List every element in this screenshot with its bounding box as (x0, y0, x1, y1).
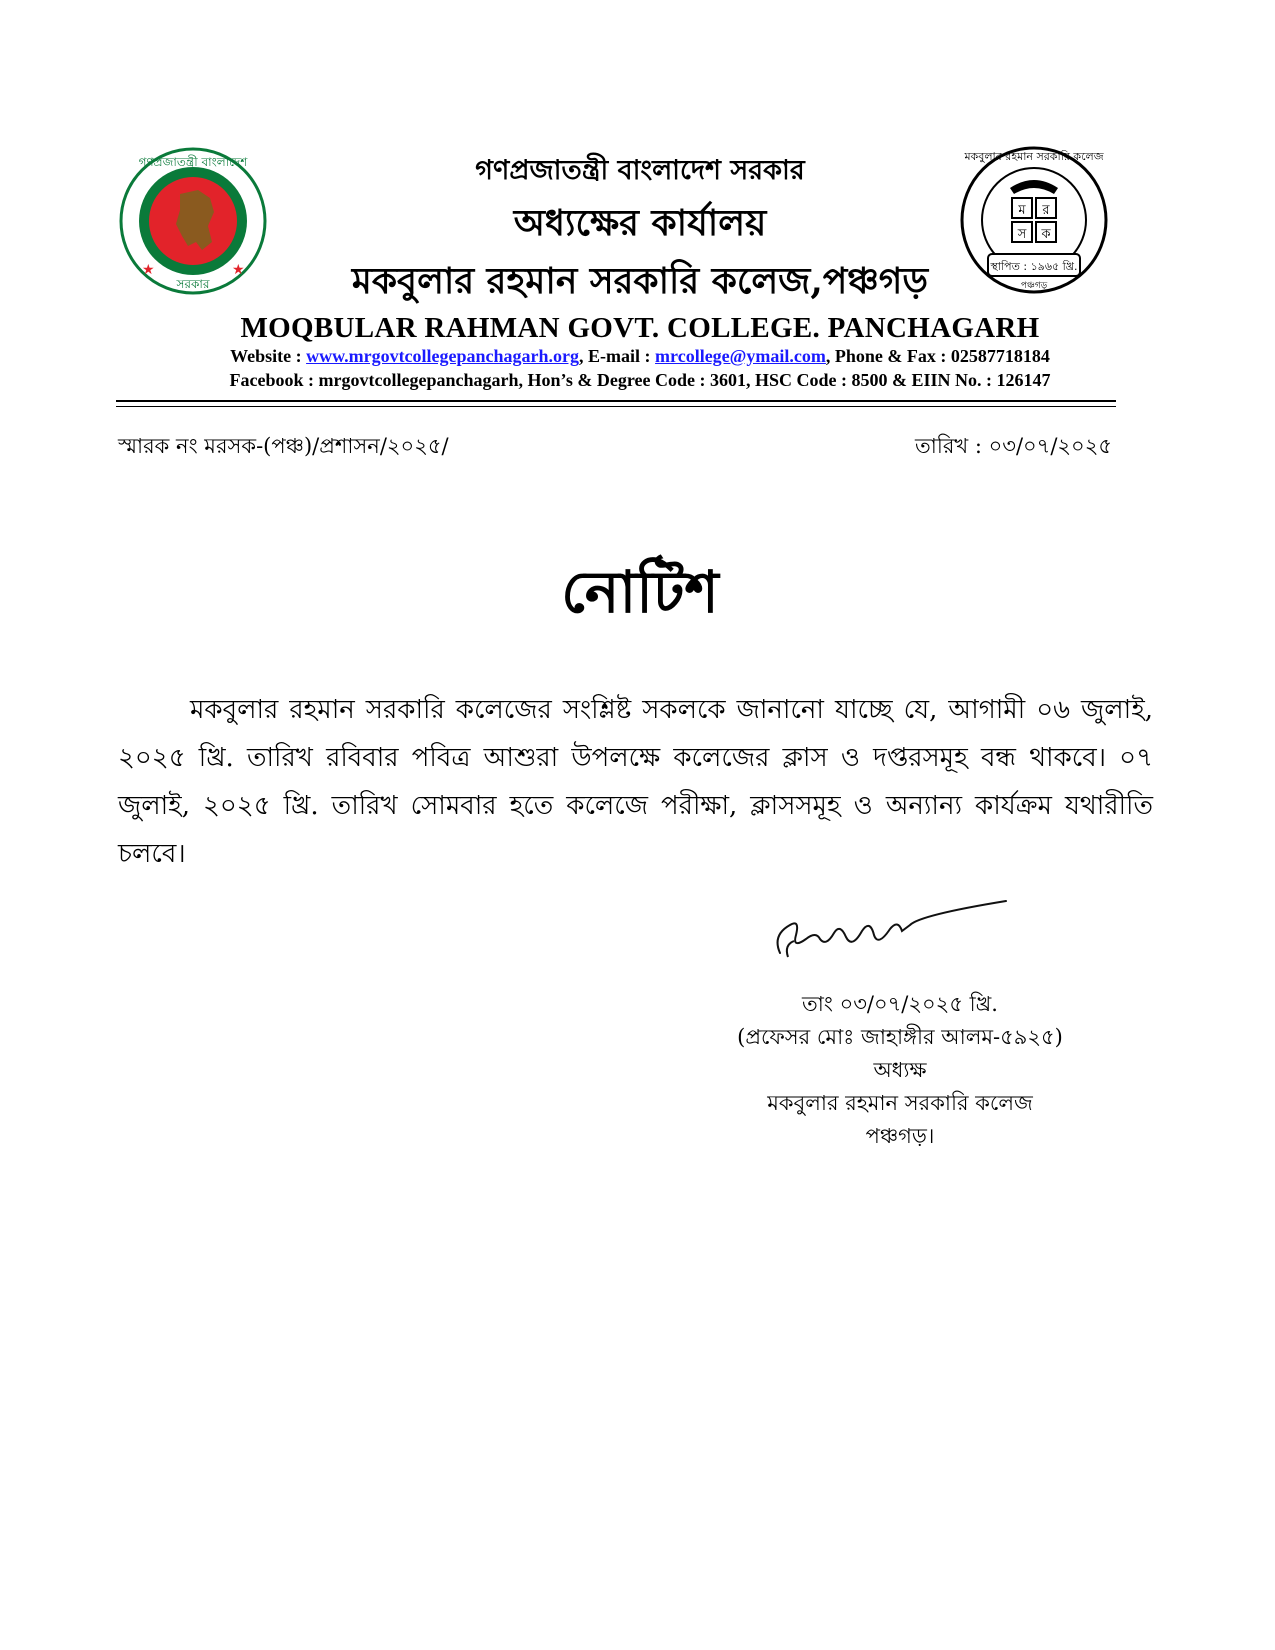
notice-body: মকবুলার রহমান সরকারি কলেজের সংশ্লিষ্ট সকলকে জানানো যাচ্ছে যে, আগামী ০৬ জুলাই, ২০২৫ খ্রি. তারিখ রবিবার পবিত্র আশুরা উপলক্ষে কলেজের ক্লাস ও দপ্তরসমূহ বন্ধ থাকবে। ০৭ জুলাই, ২০২৫ খ্রি. তারিখ সোমবার হতে কলেজে পরীক্ষা, ক্লাসসমূহ ও অন্যান্য কার্যক্রম যথারীতি চলবে। (118, 695, 1153, 869)
notice-heading: নোটিশ (561, 558, 719, 626)
signature-block (690, 988, 1110, 1153)
gov-logo-text-top: গণপ্রজাতন্ত্রী বাংলাদেশ (138, 155, 248, 169)
website-label: Website : (230, 346, 307, 366)
signatory-place: পঞ্চগড়। (865, 1124, 935, 1148)
gov-logo-text-bottom: সরকার (176, 277, 210, 291)
memo-number: স্মারক নং মরসক-(পঞ্চ)/প্রশাসন/২০২৫/ (118, 434, 449, 458)
college-name-english: MOQBULAR RAHMAN GOVT. COLLEGE. PANCHAGARH (240, 312, 1040, 344)
star-icon: ★ (232, 262, 245, 278)
college-name-bangla: মকবুলার রহমান সরকারি কলেজ,পঞ্চগড় (351, 260, 929, 302)
header-divider (116, 400, 1116, 402)
government-seal-logo (118, 146, 268, 296)
college-logo-text-top: মকবুলার রহমান সরকারি কলেজ (964, 150, 1104, 163)
college-logo-letter: র (1042, 203, 1050, 218)
signature-date: তাং ০৩/০৭/২০২৫ খ্রি. (802, 992, 998, 1016)
contact-line (120, 346, 1160, 367)
office-title: অধ্যক্ষের কার্যালয় (513, 202, 767, 244)
college-logo-letter: ম (1018, 203, 1026, 218)
signatory-designation: অধ্যক্ষ (873, 1058, 927, 1082)
college-logo-letter: স (1017, 227, 1027, 242)
codes-line: Facebook : mrgovtcollegepanchagarh, Hon’s & Degree Code : 3601, HSC Code : 8500 & EIIN No. : 126147 (229, 370, 1051, 390)
phone-fax: , Phone & Fax : 02587718184 (825, 346, 1050, 366)
college-logo-letter: ক (1041, 227, 1051, 242)
notice-date: তারিখ : ০৩/০৭/২০২৫ (915, 434, 1112, 458)
email-link[interactable]: mrcollege@ymail.com (655, 346, 826, 366)
signatory-institution: মকবুলার রহমান সরকারি কলেজ (767, 1091, 1033, 1115)
handwritten-signature (770, 895, 1010, 965)
website-link[interactable]: www.mrgovtcollegepanchagarh.org (306, 346, 580, 366)
college-logo-text-place: পঞ্চগড় (1020, 281, 1048, 291)
signatory-name: (প্রফেসর মোঃ জাহাঙ্গীর আলম-৫৯২৫) (737, 1025, 1063, 1049)
college-logo-text-bottom: স্থাপিত : ১৯৬৫ খ্রি. (990, 260, 1078, 273)
government-title: গণপ্রজাতন্ত্রী বাংলাদেশ সরকার (475, 155, 805, 186)
star-icon: ★ (142, 262, 155, 278)
email-label: , E-mail : (579, 346, 656, 366)
header-divider (116, 406, 1116, 407)
